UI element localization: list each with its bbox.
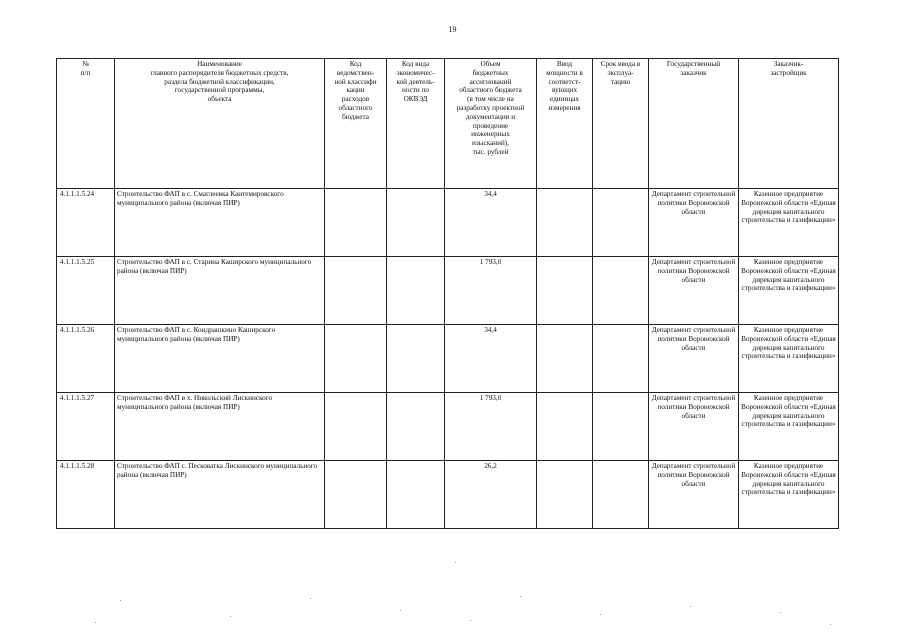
row-okved-code xyxy=(387,393,445,461)
row-vedom-code xyxy=(325,325,387,393)
row-developer: Казенное предприятие Воронежской области «Единая дирекция капитального строительства и газификации» xyxy=(739,257,839,325)
row-okved-code xyxy=(387,461,445,529)
row-term xyxy=(593,461,649,529)
row-amount: 34,4 xyxy=(445,325,537,393)
row-name: Строительство ФАП в с. Смаглеевка Кантемировского муниципального района (включая ПИР) xyxy=(115,189,325,257)
table-row xyxy=(57,461,839,529)
row-capacity xyxy=(537,393,593,461)
header-customer: Государственный заказчик xyxy=(649,59,739,189)
row-term xyxy=(593,393,649,461)
row-num: 4.1.1.1.5.25 xyxy=(57,257,115,325)
row-term xyxy=(593,325,649,393)
row-customer: Департамент строительной политики Воронежской области xyxy=(649,257,739,325)
row-term xyxy=(593,257,649,325)
row-developer: Казенное предприятие Воронежской области «Единая дирекция капитального строительства и газификации» xyxy=(739,325,839,393)
row-term xyxy=(593,189,649,257)
row-vedom-code xyxy=(325,189,387,257)
row-developer: Казенное предприятие Воронежской области «Единая дирекция капитального строительства и газификации» xyxy=(739,461,839,529)
row-num: 4.1.1.1.5.27 xyxy=(57,393,115,461)
row-customer: Департамент строительной политики Воронежской области xyxy=(649,325,739,393)
header-okved-code: Код вида экономичес- кой деятель- ности по ОКВЭД xyxy=(387,59,445,189)
header-vedom-code: Код ведомствен- ной классифи кации расходов областного бюджета xyxy=(325,59,387,189)
row-okved-code xyxy=(387,325,445,393)
table-header-row xyxy=(57,59,839,189)
row-num: 4.1.1.1.5.26 xyxy=(57,325,115,393)
row-customer: Департамент строительной политики Воронежской области xyxy=(649,393,739,461)
header-developer: Заказчик- застройщик xyxy=(739,59,839,189)
row-vedom-code xyxy=(325,461,387,529)
row-amount: 34,4 xyxy=(445,189,537,257)
row-name: Строительство ФАП в с. Старина Каширского муниципального района (включая ПИР) xyxy=(115,257,325,325)
row-developer: Казенное предприятие Воронежской области «Единая дирекция капитального строительства и газификации» xyxy=(739,393,839,461)
row-capacity xyxy=(537,461,593,529)
header-amount: Объем бюджетных ассигнований областного бюджета (в том числе на разработку проектной документации и проведение инженерных изысканий), тыс. рублей xyxy=(445,59,537,189)
row-amount: 26,2 xyxy=(445,461,537,529)
header-term: Срок ввода в эксплуа- тацию xyxy=(593,59,649,189)
row-capacity xyxy=(537,257,593,325)
row-developer: Казенное предприятие Воронежской области «Единая дирекция капитального строительства и газификации» xyxy=(739,189,839,257)
row-amount: 1 793,0 xyxy=(445,393,537,461)
table-row xyxy=(57,325,839,393)
row-okved-code xyxy=(387,257,445,325)
row-capacity xyxy=(537,325,593,393)
table-row xyxy=(57,393,839,461)
header-name: Наименование главного распорядителя бюджетных средств, раздела бюджетной классификации, государственной программы, объекта xyxy=(115,59,325,189)
header-num: № п/п xyxy=(57,59,115,189)
row-vedom-code xyxy=(325,257,387,325)
row-customer: Департамент строительной политики Воронежской области xyxy=(649,461,739,529)
row-customer: Департамент строительной политики Воронежской области xyxy=(649,189,739,257)
row-okved-code xyxy=(387,189,445,257)
row-vedom-code xyxy=(325,393,387,461)
row-amount: 1 793,0 xyxy=(445,257,537,325)
header-capacity: Ввод мощности в соответст- вующих единицах измерения xyxy=(537,59,593,189)
row-num: 4.1.1.1.5.28 xyxy=(57,461,115,529)
row-capacity xyxy=(537,189,593,257)
row-name: Строительство ФАП в с. Кондрашкино Каширского муниципального района (включая ПИР) xyxy=(115,325,325,393)
row-name: Строительство ФАП в х. Никольский Лискинского муниципального района (включая ПИР) xyxy=(115,393,325,461)
table-row xyxy=(57,189,839,257)
table-row xyxy=(57,257,839,325)
page-number: 19 xyxy=(448,25,457,34)
row-num: 4.1.1.1.5.24 xyxy=(57,189,115,257)
objects-table xyxy=(56,58,839,529)
row-name: Строительство ФАП с. Песковатка Лискинского муниципального района (включая ПИР) xyxy=(115,461,325,529)
